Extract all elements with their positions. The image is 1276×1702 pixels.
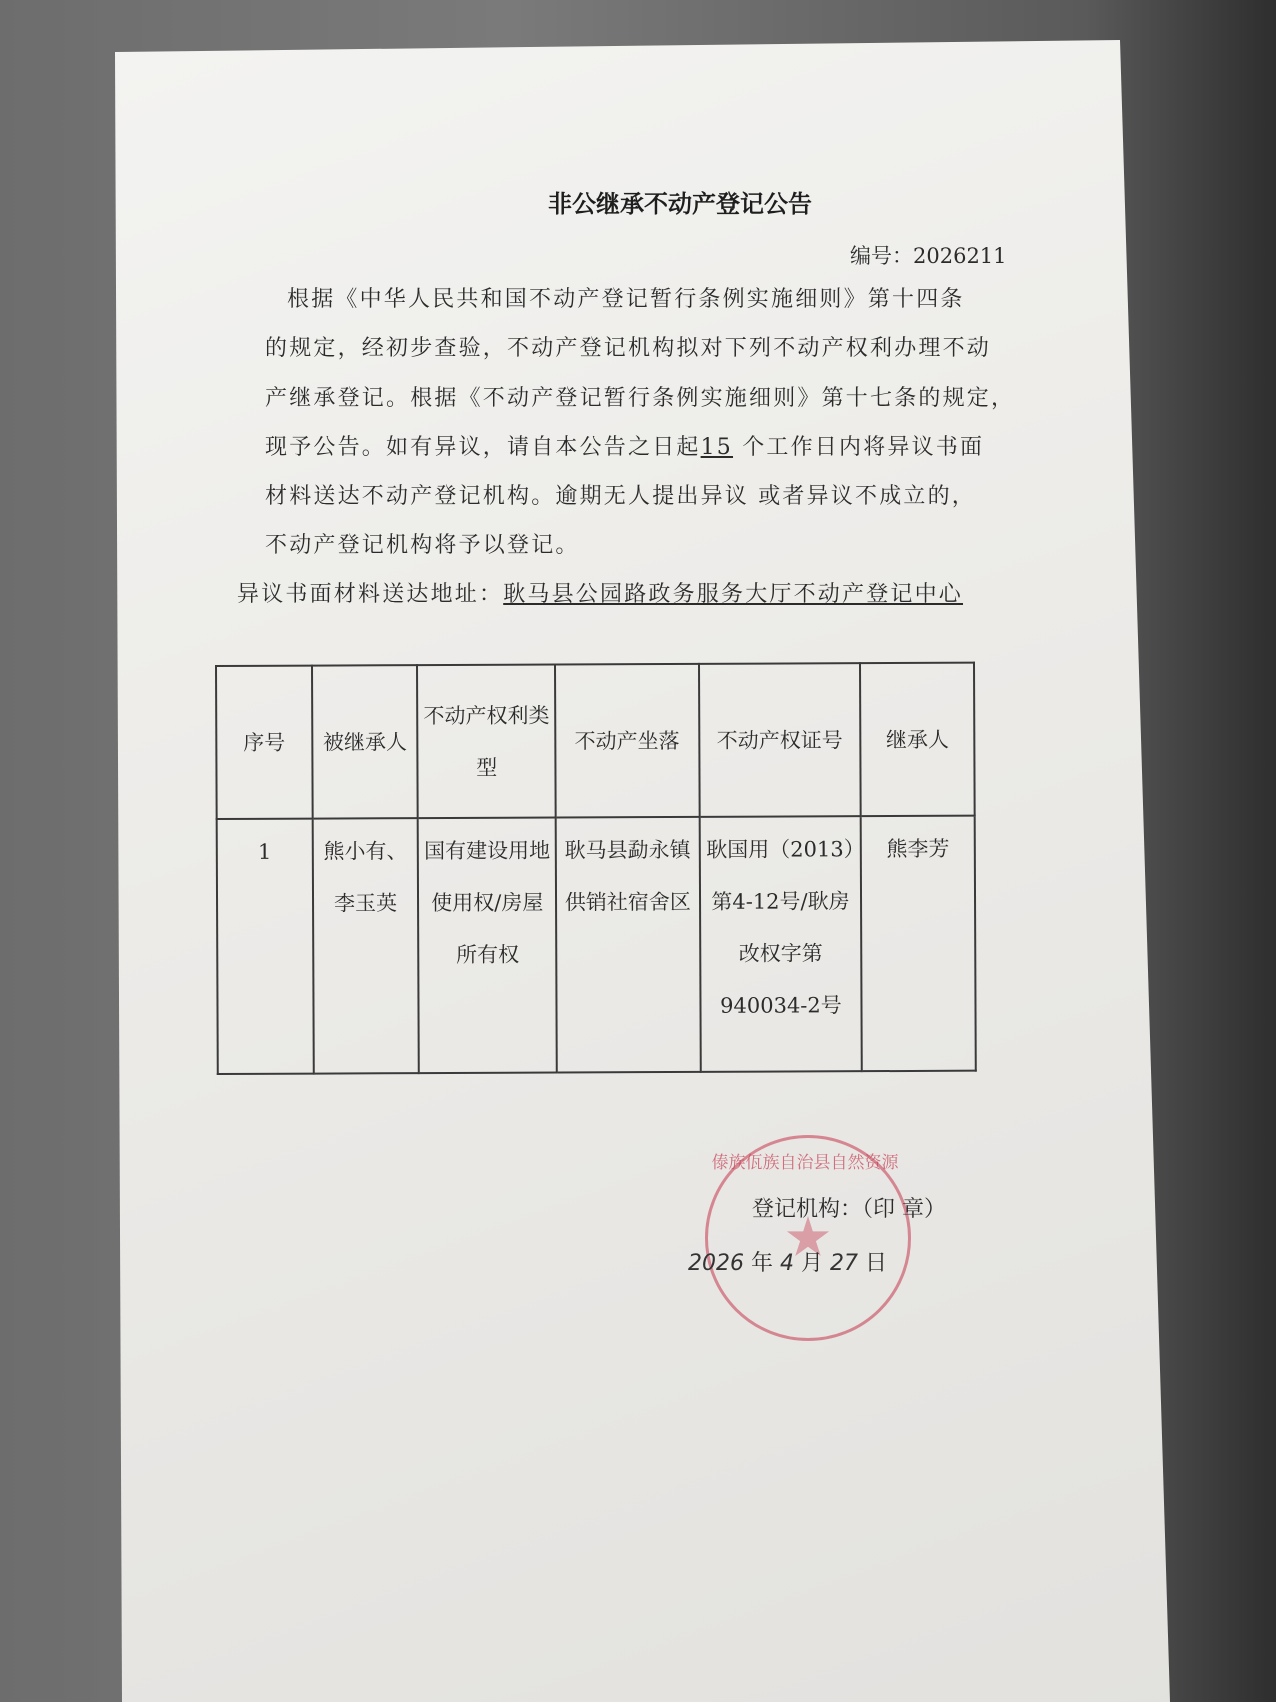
year-label: 年	[751, 1251, 774, 1276]
day-label: 日	[865, 1251, 888, 1276]
certificate-number: 耿国用（2013）第4-12号/耿房改权字第940034-2号	[699, 816, 862, 1072]
address-value: 耿马县公园路政务服务大厅不动产登记中心	[503, 582, 964, 607]
header-cell: 被继承人	[312, 665, 418, 818]
body-line: 根据《中华人民共和国不动产登记暂行条例实施细则》第十四条	[287, 287, 965, 312]
body-line: 产继承登记。根据《不动产登记暂行条例实施细则》第十七条的规定，	[265, 386, 1016, 411]
header-cell: 不动产权证号	[699, 663, 861, 817]
handwritten-day: 27	[830, 1251, 859, 1276]
body-text: 个工作日内将异议书面	[733, 435, 985, 460]
handwritten-month: 4	[780, 1251, 795, 1276]
seal-text: 傣族佤族自治县自然资源	[711, 1153, 899, 1173]
header-cell: 序号	[216, 666, 312, 819]
document-title: 非公继承不动产登记公告	[548, 190, 812, 218]
heir: 熊李芳	[861, 816, 976, 1071]
row-index: 1	[217, 819, 314, 1074]
date-line	[688, 1246, 887, 1277]
decedent: 熊小有、李玉英	[312, 818, 419, 1073]
table-row	[217, 816, 976, 1074]
address-label: 异议书面材料送达地址：	[237, 582, 504, 607]
registration-org-label: 登记机构：（印 章）	[752, 1197, 946, 1222]
header-cell: 不动产坐落	[555, 664, 699, 818]
document-number: 编号：2026211	[850, 244, 1007, 268]
body-line: 的规定，经初步查验，不动产登记机构拟对下列不动产权利办理不动	[265, 336, 992, 361]
body-text: 现予公告。如有异议，请自本公告之日起	[265, 435, 701, 460]
inheritance-table	[215, 662, 977, 1075]
property-location: 耿马县勐永镇供销社宿舍区	[556, 817, 701, 1073]
objection-days: 15	[700, 435, 734, 460]
table-header-row	[216, 663, 975, 819]
right-type: 国有建设用地使用权/房屋所有权	[418, 818, 557, 1074]
handwritten-year: 2026	[688, 1251, 744, 1276]
header-cell: 不动产权利类型	[417, 665, 555, 819]
address-line	[237, 577, 963, 608]
header-cell: 继承人	[860, 663, 974, 816]
body-line	[265, 430, 984, 461]
month-label: 月	[801, 1251, 824, 1276]
body-line: 材料送达不动产登记机构。逾期无人提出异议 或者异议不成立的，	[265, 484, 976, 509]
body-line: 不动产登记机构将予以登记。	[265, 533, 580, 558]
